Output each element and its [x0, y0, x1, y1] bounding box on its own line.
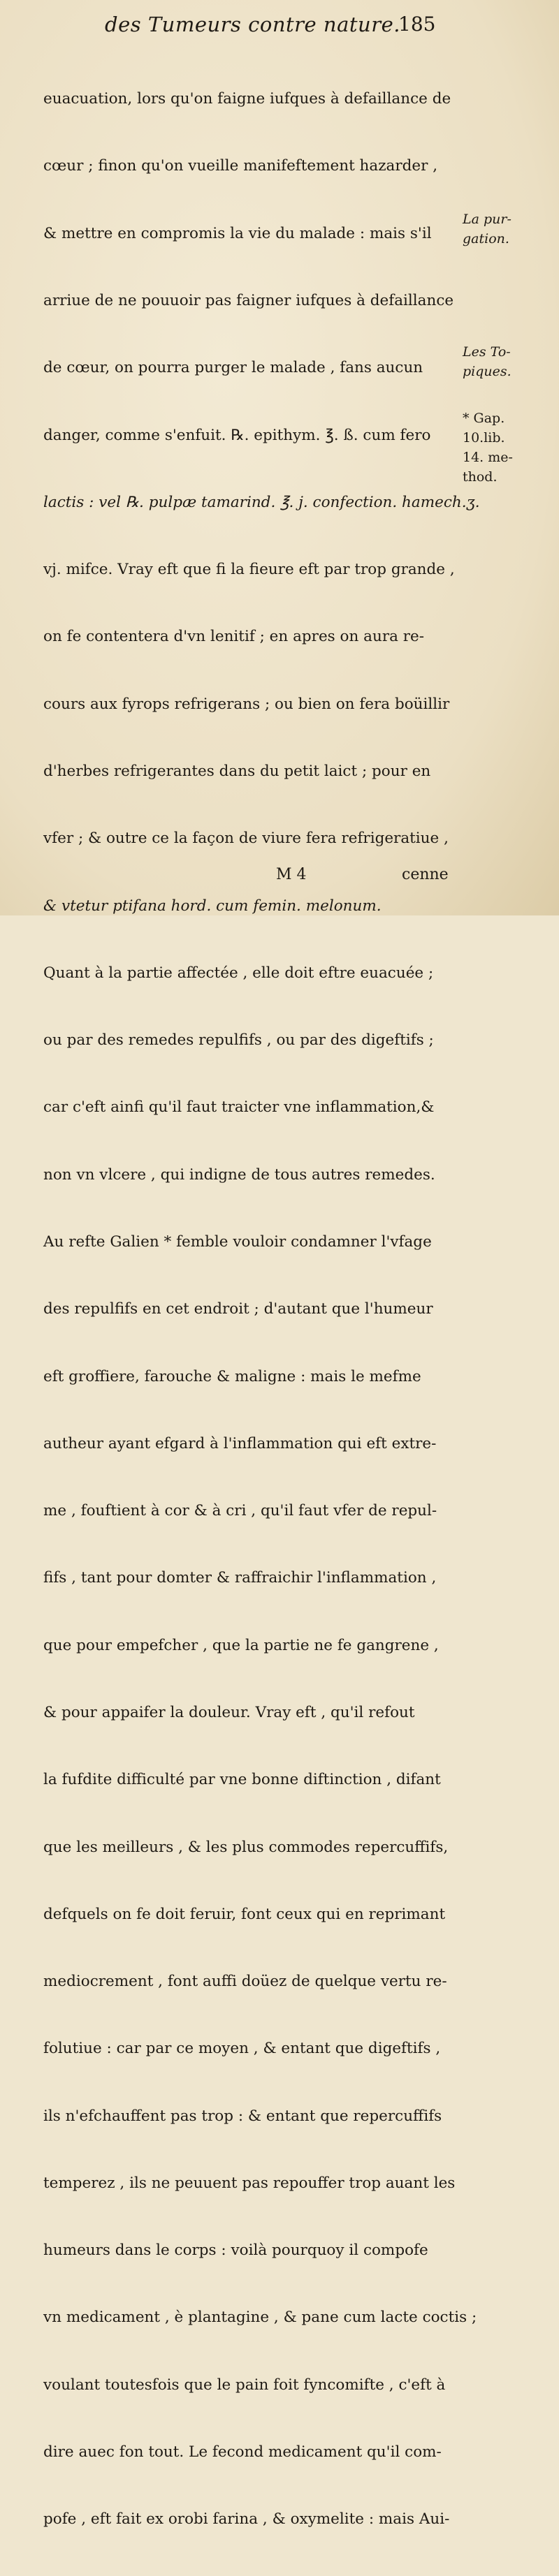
- running-head: des Tumeurs contre nature.: [105, 13, 400, 36]
- text-line: defquels on fe doit feruir, font ceux qui en reprimant: [43, 1905, 446, 1923]
- text-line: des repulfifs en cet endroit ; d'autant que l'humeur: [43, 1300, 433, 1318]
- text-line: que les meilleurs , & les plus commodes repercuffifs,: [43, 1838, 449, 1856]
- text-line: non vn vlcere , qui indigne de tous autres remedes.: [43, 1165, 435, 1184]
- text-line: Au refte Galien * femble vouloir condamner l'vfage: [43, 1232, 432, 1251]
- text-line: dire auec fon tout. Le fecond medicament qu'il com-: [43, 2443, 442, 2461]
- text-line: humeurs dans le corps : voilà pourquoy il compofe: [43, 2242, 428, 2260]
- text-line: me , fouftient à cor & à cri , qu'il faut vfer de repul-: [43, 1502, 437, 1520]
- signature-mark: M 4: [276, 866, 307, 883]
- text-line: Quant à la partie affectée , elle doit eftre euacuée ;: [43, 964, 434, 982]
- text-line: que pour empefcher , que la partie ne fe gangrene ,: [43, 1636, 439, 1654]
- page-number: 185: [398, 13, 436, 36]
- text-line: mediocrement , font auffi doüez de quelque vertu re-: [43, 1973, 447, 1991]
- text-line: ils n'efchauffent pas trop : & entant que repercuffifs: [43, 2107, 442, 2125]
- text-line: cœur ; finon qu'on vueille manifeftement hazarder ,: [43, 157, 438, 175]
- text-line: danger, comme s'enfuit. ℞. epithym. ℥. ß. cum fero: [43, 426, 431, 444]
- margin-note-purgation: La pur- gation.: [463, 212, 511, 246]
- text-line: fifs , tant pour domter & raffraichir l'inflammation ,: [43, 1569, 437, 1587]
- margin-note-citation: * Gap. 10.lib. 14. me- thod.: [463, 411, 513, 485]
- text-line: & vtetur ptifana hord. cum femin. melonum.: [43, 897, 382, 915]
- text-line: & mettre en compromis la vie du malade : mais s'il: [43, 224, 432, 242]
- catchword: cenne: [402, 866, 449, 883]
- text-line: pofe , eft fait ex orobi farina , & oxymelite : mais Aui-: [43, 2510, 450, 2529]
- text-line: euacuation, lors qu'on faigne iufques à defaillance de: [43, 90, 451, 108]
- text-line: ou par des remedes repulfifs , ou par des digeftifs ;: [43, 1031, 434, 1050]
- body-text: [43, 43, 480, 2576]
- text-line: car c'eft ainfi qu'il faut traicter vne inflammation,&: [43, 1098, 435, 1117]
- text-line: autheur ayant efgard à l'inflammation qui eft extre-: [43, 1434, 437, 1452]
- text-line: eft groffiere, farouche & maligne : mais le mefme: [43, 1367, 421, 1385]
- text-line: vj. mifce. Vray eft que fi la fieure eft par trop grande ,: [43, 561, 455, 579]
- text-line: la fufdite difficulté par vne bonne diftinction , difant: [43, 1771, 441, 1789]
- text-line: folutiue : car par ce moyen , & entant que digeftifs ,: [43, 2040, 441, 2058]
- text-line: on fe contentera d'vn lenitif ; en apres on aura re-: [43, 628, 425, 646]
- text-line: d'herbes refrigerantes dans du petit laict ; pour en: [43, 763, 431, 780]
- text-line: vn medicament , è plantagine , & pane cum lacte coctis ;: [43, 2309, 477, 2327]
- text-line: de cœur, on pourra purger le malade , fans aucun: [43, 359, 423, 377]
- margin-note-topiques: Les To- piques.: [463, 344, 511, 379]
- text-line: lactis : vel ℞. pulpæ tamarind. ℥. j. confection. hamech.ʒ.: [43, 493, 480, 511]
- text-line: & pour appaifer la douleur. Vray eft , qu'il refout: [43, 1703, 415, 1721]
- text-line: temperez , ils ne peuuent pas repouffer trop auant les: [43, 2174, 456, 2192]
- text-line: cours aux fyrops refrigerans ; ou bien on fera boüillir: [43, 695, 450, 713]
- text-line: arriue de ne pouuoir pas faigner iufques à defaillance: [43, 292, 454, 310]
- text-line: vfer ; & outre ce la façon de viure fera refrigeratiue ,: [43, 830, 449, 848]
- text-line: voulant toutesfois que le pain foit fyncomifte , c'eft à: [43, 2376, 446, 2394]
